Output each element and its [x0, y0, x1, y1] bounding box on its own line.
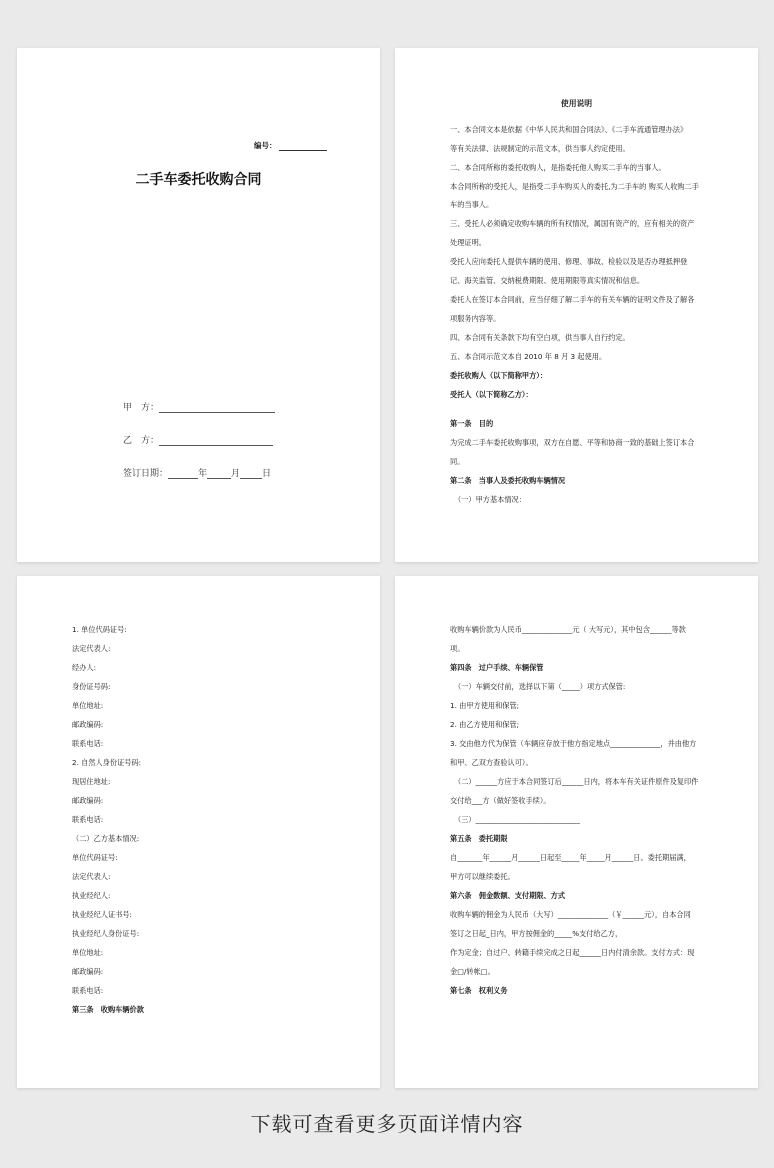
contract-line: 交付给___方（做好签收手续）。 — [450, 796, 551, 805]
contract-line: （二）______方应于本合同签订后______日内，将本车有关证件原件及复印件 — [454, 777, 699, 786]
document-page-4 — [395, 576, 758, 1088]
instructions-line: 受托人应向委托人提供车辆的使用、修理、事故、检验以及是否办理抵押登 — [450, 257, 688, 266]
instructions-line: 一、本合同文本是依据《中华人民共和国合同法》、《二手车流通管理办法》 — [450, 125, 688, 134]
document-page-1 — [17, 48, 380, 562]
instructions-line: 等有关法律、法规制定的示范文本，供当事人约定使用。 — [450, 144, 630, 153]
party-b-blank — [159, 435, 273, 446]
instructions-line: 委托人在签订本合同前，应当仔细了解二手车的有关车辆的证明文件及了解各 — [450, 295, 695, 304]
article-3-title: 第三条 收购车辆价款 — [72, 1005, 144, 1014]
instructions-line: 二、本合同所称的委托收购人，是指委托他人购买二手车的当事人。 — [450, 163, 666, 172]
instructions-line: 车的当事人。 — [450, 200, 494, 209]
contract-line: 项。 — [450, 644, 465, 653]
instructions-line: 五、本合同示范文本自 2010 年 8 月 3 起使用。 — [450, 352, 607, 361]
party-info-line: 2. 自然人身份证号码: — [72, 758, 142, 767]
entrust-party-label: 委托收购人（以下简称甲方）： — [450, 371, 548, 380]
party-info-line: 联系电话: — [72, 815, 104, 824]
party-info-line: 法定代表人: — [72, 872, 111, 881]
year-blank — [168, 468, 198, 479]
day-blank — [240, 468, 262, 479]
party-a-row — [123, 400, 275, 413]
article-1-text: 同。 — [450, 457, 465, 466]
party-info-line: 单位地址: — [72, 948, 104, 957]
contract-line: 3. 交由他方代为保管（车辆应存放于他方指定地点______________，并由他方 — [450, 739, 697, 748]
party-info-line: 单位地址: — [72, 701, 104, 710]
instructions-line: 四、本合同有关条款下均有空白项，供当事人自行约定。 — [450, 333, 630, 342]
party-info-line: 现居住地址: — [72, 777, 111, 786]
party-info-line: 经办人: — [72, 663, 96, 672]
party-info-line: 执业经纪人身份证号: — [72, 929, 140, 938]
contract-line: 收购车辆价款为人民币______________元（ 大写元），其中包含______等款 — [450, 625, 686, 634]
contract-title: 二手车委托收购合同 — [135, 172, 262, 188]
contract-line: 金□/转帐□。 — [450, 967, 495, 976]
instructions-line: 三、受托人必须确定收购车辆的所有权情况，属国有资产的，应有相关的资产 — [450, 219, 695, 228]
contract-line: 1. 由甲方使用和保管; — [450, 701, 520, 710]
party-b-label: 乙 方： — [123, 436, 160, 446]
article-2-title: 第二条 当事人及委托收购车辆情况 — [450, 476, 566, 485]
month-blank — [207, 468, 231, 479]
party-info-line: 法定代表人: — [72, 644, 111, 653]
sign-date-label: 签订日期： — [123, 469, 169, 479]
contract-line: 作为定金；自过户、转籍手续完成之日起______日内付清余款。支付方式：现 — [450, 948, 695, 957]
instructions-line: 项服务内容等。 — [450, 314, 501, 323]
contract-line: （三）_____________________________ — [454, 815, 580, 824]
instructions-line: 处理证明。 — [450, 238, 486, 247]
party-info-line: 邮政编码: — [72, 967, 104, 976]
party-info-line: 单位代码证号: — [72, 853, 118, 862]
document-page-2 — [395, 48, 758, 562]
instructions-line: 记、海关监管、交纳税费期限、使用期限等真实情况和信息。 — [450, 276, 645, 285]
party-info-line: 联系电话: — [72, 986, 104, 995]
party-a-label: 甲 方： — [123, 403, 160, 413]
article-4-title: 第四条 过户手续、车辆保管 — [450, 663, 544, 672]
party-info-line: 邮政编码: — [72, 796, 104, 805]
contract-line: 签订之日起_日内，甲方按佣金的_____%支付给乙方， — [450, 929, 623, 938]
download-more-caption[interactable]: 下载可查看更多页面详情内容 — [250, 1112, 524, 1136]
party-info-line: 身份证号码: — [72, 682, 111, 691]
document-page-3 — [17, 576, 380, 1088]
year-label: 年 — [198, 469, 208, 479]
instructions-heading: 使用说明 — [560, 99, 593, 108]
article-6-title: 第六条 佣金数额、支付期限、方式 — [450, 891, 566, 900]
contract-line: 自_______年______月______日起至_____年_____月______日。委托期届满， — [450, 853, 691, 862]
contract-number-blank — [279, 142, 327, 151]
article-7-title: 第七条 权利义务 — [450, 986, 508, 995]
contract-number-label: 编号： — [254, 141, 277, 150]
contract-line: （一）车辆交付前，选择以下第（_____）项方式保管: — [454, 682, 626, 691]
contract-number — [254, 140, 327, 151]
contract-line: 收购车辆的佣金为人民币（大写）______________（￥______元），自本合同 — [450, 910, 691, 919]
contract-line: 2. 由乙方使用和保管; — [450, 720, 520, 729]
party-info-line: （二）乙方基本情况: — [72, 834, 140, 843]
party-a-blank — [159, 402, 275, 413]
day-label: 日 — [262, 469, 272, 479]
contract-line: 甲方可以继续委托。 — [450, 872, 515, 881]
party-info-line: 执业经纪人: — [72, 891, 111, 900]
instructions-line: 本合同所称的受托人，是指受二手车购买人的委托,为二手车的 购买人收购二手 — [450, 182, 699, 191]
party-info-line: 执业经纪人证书号: — [72, 910, 132, 919]
article-5-title: 第五条 委托期限 — [450, 834, 508, 843]
party-info-line: 联系电话: — [72, 739, 104, 748]
article-2-subtitle: （一）甲方基本情况： — [454, 495, 526, 504]
contract-line: 和甲、乙双方查验认可）。 — [450, 758, 533, 767]
party-b-row — [123, 433, 273, 446]
trustee-party-label: 受托人（以下简称乙方）： — [450, 390, 533, 399]
sign-date-row — [123, 466, 271, 479]
article-1-text: 为完成二手车委托收购事项，双方在自愿、平等和协商一致的基础上签订本合 — [450, 438, 695, 447]
party-info-line: 1. 单位代码证号: — [72, 625, 127, 634]
month-label: 月 — [231, 469, 241, 479]
article-1-title: 第一条 目的 — [450, 419, 494, 428]
party-info-line: 邮政编码: — [72, 720, 104, 729]
